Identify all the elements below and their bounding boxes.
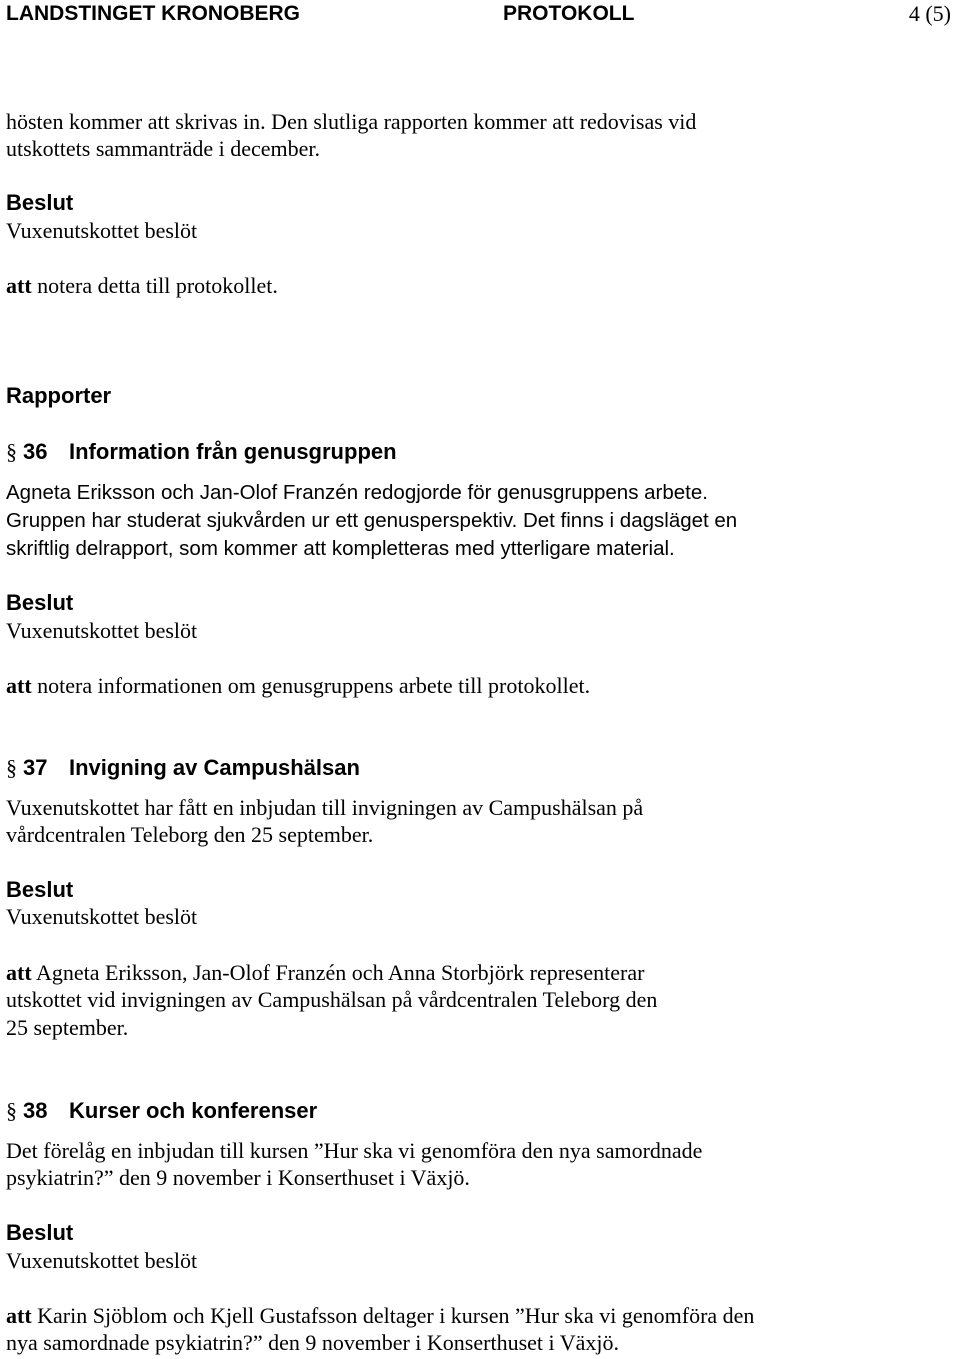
intro-beslut-heading: Beslut — [6, 190, 74, 215]
att-keyword: att — [6, 960, 32, 985]
section-heading-rapporter: Rapporter — [6, 383, 112, 408]
item-37-line-1: Vuxenutskottet har fått en inbjudan till invigningen av Campushälsan på — [6, 795, 644, 820]
decision-text: Agneta Eriksson, Jan-Olof Franzén och Anna Storbjörk representerar — [31, 960, 645, 985]
paragraph-symbol: § — [6, 1098, 17, 1123]
item-number: 38 — [23, 1098, 48, 1123]
item-37-heading — [6, 754, 360, 782]
header-page-number: 4 (5) — [908, 1, 951, 26]
item-title: Kurser och konferenser — [69, 1098, 318, 1123]
paragraph-symbol: § — [6, 755, 17, 780]
item-36-beslut-heading: Beslut — [6, 590, 74, 615]
item-37-decision-line-1 — [6, 959, 644, 987]
item-37-beslut-heading: Beslut — [6, 877, 74, 902]
decision-text: Karin Sjöblom och Kjell Gustafsson deltager i kursen ”Hur ska vi genomföra den — [31, 1303, 755, 1328]
header-doc-type: PROTOKOLL — [503, 2, 635, 25]
att-keyword: att — [6, 673, 32, 698]
item-number: 37 — [23, 755, 48, 780]
decision-text: notera informationen om genusgruppens arbete till protokollet. — [31, 673, 591, 698]
item-38-decision-line-2: nya samordnade psykiatrin?” den 9 november i Konserthuset i Växjö. — [6, 1330, 619, 1355]
item-number: 36 — [23, 439, 48, 464]
item-title: Invigning av Campushälsan — [69, 755, 360, 780]
intro-decided: Vuxenutskottet beslöt — [6, 218, 198, 243]
item-36-decided: Vuxenutskottet beslöt — [6, 618, 198, 643]
decision-text: notera detta till protokollet. — [31, 273, 278, 298]
item-37-line-2: vårdcentralen Teleborg den 25 september. — [6, 822, 374, 847]
intro-decision — [6, 272, 278, 300]
header-organization: LANDSTINGET KRONOBERG — [6, 2, 300, 25]
intro-line-2: utskottets sammanträde i december. — [6, 136, 321, 161]
item-36-line-2: Gruppen har studerat sjukvården ur ett genusperspektiv. Det finns i dagsläget en — [6, 509, 738, 532]
item-36-heading — [6, 438, 397, 466]
intro-line-1: hösten kommer att skrivas in. Den slutliga rapporten kommer att redovisas vid — [6, 109, 697, 134]
item-38-beslut-heading: Beslut — [6, 1220, 74, 1245]
item-38-decided: Vuxenutskottet beslöt — [6, 1248, 198, 1273]
item-title: Information från genusgruppen — [69, 439, 397, 464]
item-38-decision-line-1 — [6, 1302, 754, 1330]
item-37-decision-line-2: utskottet vid invigningen av Campushälsan på vårdcentralen Teleborg den — [6, 987, 658, 1012]
paragraph-symbol: § — [6, 439, 17, 464]
item-38-line-2: psykiatrin?” den 9 november i Konserthuset i Växjö. — [6, 1165, 470, 1190]
att-keyword: att — [6, 1303, 32, 1328]
item-37-decided: Vuxenutskottet beslöt — [6, 904, 198, 929]
item-36-line-1: Agneta Eriksson och Jan-Olof Franzén redogjorde för genusgruppens arbete. — [6, 481, 708, 504]
att-keyword: att — [6, 273, 32, 298]
item-38-line-1: Det förelåg en inbjudan till kursen ”Hur ska vi genomföra den nya samordnade — [6, 1138, 703, 1163]
item-36-decision — [6, 672, 590, 700]
item-38-heading — [6, 1097, 317, 1125]
item-37-decision-line-3: 25 september. — [6, 1015, 129, 1040]
item-36-line-3: skriftlig delrapport, som kommer att kompletteras med ytterligare material. — [6, 537, 675, 560]
